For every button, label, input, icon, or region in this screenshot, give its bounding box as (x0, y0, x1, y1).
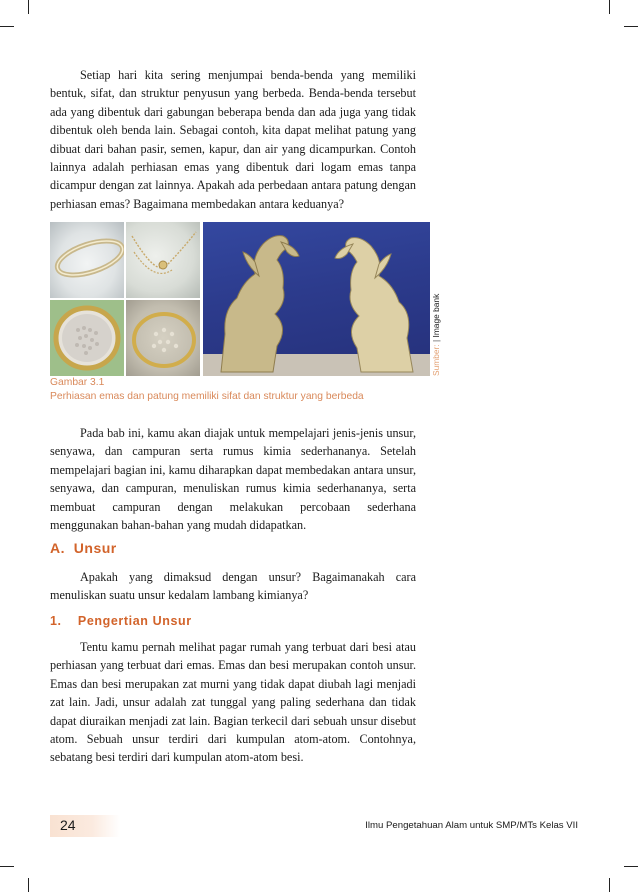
source-separator: | (431, 339, 441, 343)
footer-book-title: Ilmu Pengetahuan Alam untuk SMP/MTs Kelas VII (365, 820, 578, 831)
figure-source-credit (429, 222, 443, 376)
crop-mark (0, 26, 14, 27)
intro-paragraph: Setiap hari kita sering menjumpai benda-benda yang memiliki bentuk, sifat, dan struktur penyusun yang berbeda. Benda-benda tersebut ada yang dibentuk dari gabungan beberapa benda dan ada juga yang tidak dibentuk oleh benda lain. Sebagai contoh, kita dapat melihat patung yang dibuat dari bahan pasir, semen, kapur, dan air yang dicampurkan. Contoh lainnya adalah perhiasan emas yang dibentuk dari logam emas tanpa dicampur dengan zat lainnya. Apakah ada perbedaan antara patung dengan perhiasan emas? Bagaimana membedakan antara keduanya? (50, 68, 416, 211)
source-label: Sumber: (431, 344, 441, 376)
crop-mark (624, 866, 638, 867)
photo-gold-bangles (50, 222, 124, 298)
section-heading-unsur: A. Unsur (50, 540, 117, 556)
photo-gold-bangle-beads (50, 300, 124, 376)
crop-mark (609, 878, 610, 892)
section-unsur-paragraph: Apakah yang dimaksud dengan unsur? Bagaimanakah cara menuliskan suatu unsur kedalam lambang kimianya? (50, 570, 416, 603)
page-number: 24 (60, 817, 76, 833)
figure-photo-strip (50, 222, 430, 376)
photo-gold-necklace (126, 222, 200, 298)
photo-horse-statues (203, 222, 430, 376)
crop-mark (624, 26, 638, 27)
figure-caption-number: Gambar 3.1 (50, 377, 105, 388)
crop-mark (28, 878, 29, 892)
page-number-box (50, 815, 120, 837)
figure-caption-text: Perhiasan emas dan patung memiliki sifat dan struktur yang berbeda (50, 391, 364, 402)
crop-mark (28, 0, 29, 14)
source-value: Image bank (431, 293, 441, 338)
chapter-intro-paragraph: Pada bab ini, kamu akan diajak untuk mempelajari jenis-jenis unsur, senyawa, dan campuran serta rumus kimia sederhananya. Setelah mempelajari bagian ini, kamu diharapkan dapat membedakan antara unsur, senyawa, dan campuran, menuliskan rumus kimia sederhananya, serta membuat campuran dengan melakukan percobaan sederhana menggunakan bahan-bahan yang mudah didapatkan. (50, 426, 416, 533)
crop-mark (609, 0, 610, 14)
subsection-heading-pengertian-unsur: 1. Pengertian Unsur (50, 614, 192, 628)
photo-gold-bracelet (126, 300, 200, 376)
crop-mark (0, 866, 14, 867)
subsection-pengertian-paragraph: Tentu kamu pernah melihat pagar rumah yang terbuat dari besi atau perhiasan yang terbuat dari emas. Emas dan besi merupakan contoh unsur. Emas dan besi merupakan zat murni yang tidak dapat diubah lagi menjadi zat lain. Jadi, unsur adalah zat tunggal yang paling sederhana dan tidak dapat diuraikan menjadi zat lain. Bagian terkecil dari sebuah unsur disebut atom. Sebuah unsur terdiri dari kumpulan atom-atom. Contohnya, sebatang besi terdiri dari kumpulan atom-atom besi. (50, 640, 416, 765)
